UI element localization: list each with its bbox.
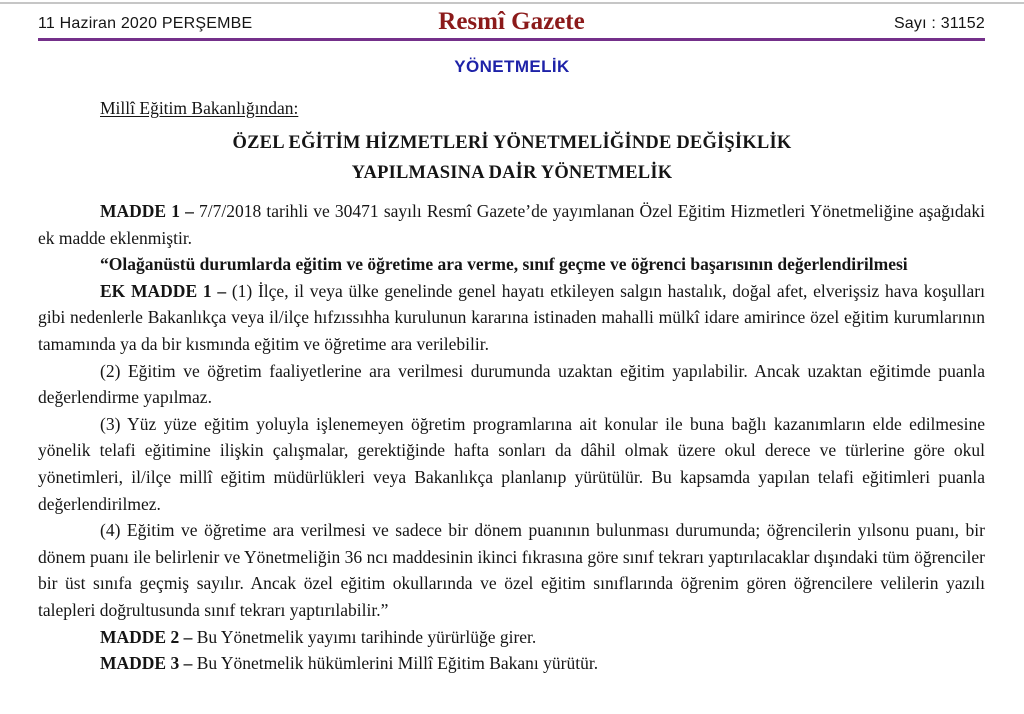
paragraph-text: Bu Yönetmelik hükümlerini Millî Eğitim Bakanı yürütür. xyxy=(192,653,599,674)
issuing-authority: Millî Eğitim Bakanlığından: xyxy=(100,98,299,118)
article-label: MADDE 1 – xyxy=(100,201,194,221)
paragraph-text: (4) Eğitim ve öğretime ara verilmesi ve sadece bir dönem puanının bulunması durumunda; öğrencilerin yılsonu puanı, bir dönem puanı ile belirlenir ve Yönetmeliğin 36 ncı maddesinin ikinci fıkrasına göre sınıf tekrarı yaptırılacaklar dışındaki tüm öğrenciler bir üst sınıfa geçmiş sayılır. Ancak özel eğitim okullarında ve özel eğitim sınıflarında öğrenim gören öğrencilere velilerin yazılı talepleri doğrultusunda sınıf tekrarı yaptırılabilir.” xyxy=(38,520,985,620)
section-heading: YÖNETMELİK xyxy=(454,57,570,76)
regulation-body xyxy=(38,198,985,677)
paragraph-text: (1) İlçe, il veya ülke genelinde genel hayatı etkileyen salgın hastalık, doğal afet, elverişsiz hava koşulları gibi nedenlerle Bakanlıkça veya il/ilçe hıfzıssıhha kurulunun kararına istinaden mahalli mülkî idare amirince özel eğitim kurumlarının tamamında ya da bir kısmında eğitim ve öğretime ara verilebilir. xyxy=(38,280,985,354)
paragraph-madde-3 xyxy=(38,650,985,677)
masthead xyxy=(38,8,985,38)
paragraph-heading-quoted xyxy=(38,251,985,278)
regulation-title xyxy=(0,128,1024,188)
paragraph-text: 7/7/2018 tarihli ve 30471 sayılı Resmî Gazete’de yayımlanan Özel Eğitim Hizmetleri Yönetmeliğine aşağıdaki ek madde eklenmiştir. xyxy=(38,201,985,248)
regulation-title-line-2: YAPILMASINA DAİR YÖNETMELİK xyxy=(351,163,673,183)
paragraph-clause-2 xyxy=(38,358,985,411)
issue-date: 11 Haziran 2020 PERŞEMBE xyxy=(38,15,253,32)
header-rule xyxy=(38,38,985,41)
paragraph-text: “Olağanüstü durumlarda eğitim ve öğretime ara verme, sınıf geçme ve öğrenci başarısının değerlendirilmesi xyxy=(100,254,908,275)
paragraph-clause-3 xyxy=(38,411,985,517)
issue-number: Sayı : 31152 xyxy=(893,15,985,32)
paragraph-madde-1 xyxy=(38,198,985,251)
paragraph-madde-2 xyxy=(38,624,985,651)
regulation-title-line-1: ÖZEL EĞİTİM HİZMETLERİ YÖNETMELİĞİNDE DEĞİŞİKLİK xyxy=(232,133,792,153)
gazette-title: Resmî Gazete xyxy=(438,8,585,35)
paragraph-text: (2) Eğitim ve öğretim faaliyetlerine ara verilmesi durumunda uzaktan eğitim yapılabilir. Ancak uzaktan eğitimde puanla değerlendirme yapılmaz. xyxy=(38,360,985,408)
paragraph-ek-madde-1 xyxy=(38,278,985,358)
article-label: MADDE 3 – xyxy=(100,653,193,674)
top-border-line xyxy=(0,2,1024,4)
paragraph-clause-4 xyxy=(38,517,985,623)
article-label: EK MADDE 1 – xyxy=(100,280,227,301)
paragraph-text: (3) Yüz yüze eğitim yoluyla işlenemeyen öğretim programlarına ait konular ile buna bağlı kazanımların elde edilmesine yönelik telafi eğitimine ilişkin çalışmalar, gerektiğinde hafta sonları da dâhil olmak üzere okul derece ve türlerine göre okul yönetimleri, il/ilçe millî eğitim müdürlükleri veya Bakanlıkça planlanıp yürütülür. Bu kapsamda yapılan telafi eğitimleri puanla değerlendirilmez. xyxy=(38,413,985,514)
article-label: MADDE 2 – xyxy=(100,626,193,647)
paragraph-text: Bu Yönetmelik yayımı tarihinde yürürlüğe girer. xyxy=(192,626,537,647)
